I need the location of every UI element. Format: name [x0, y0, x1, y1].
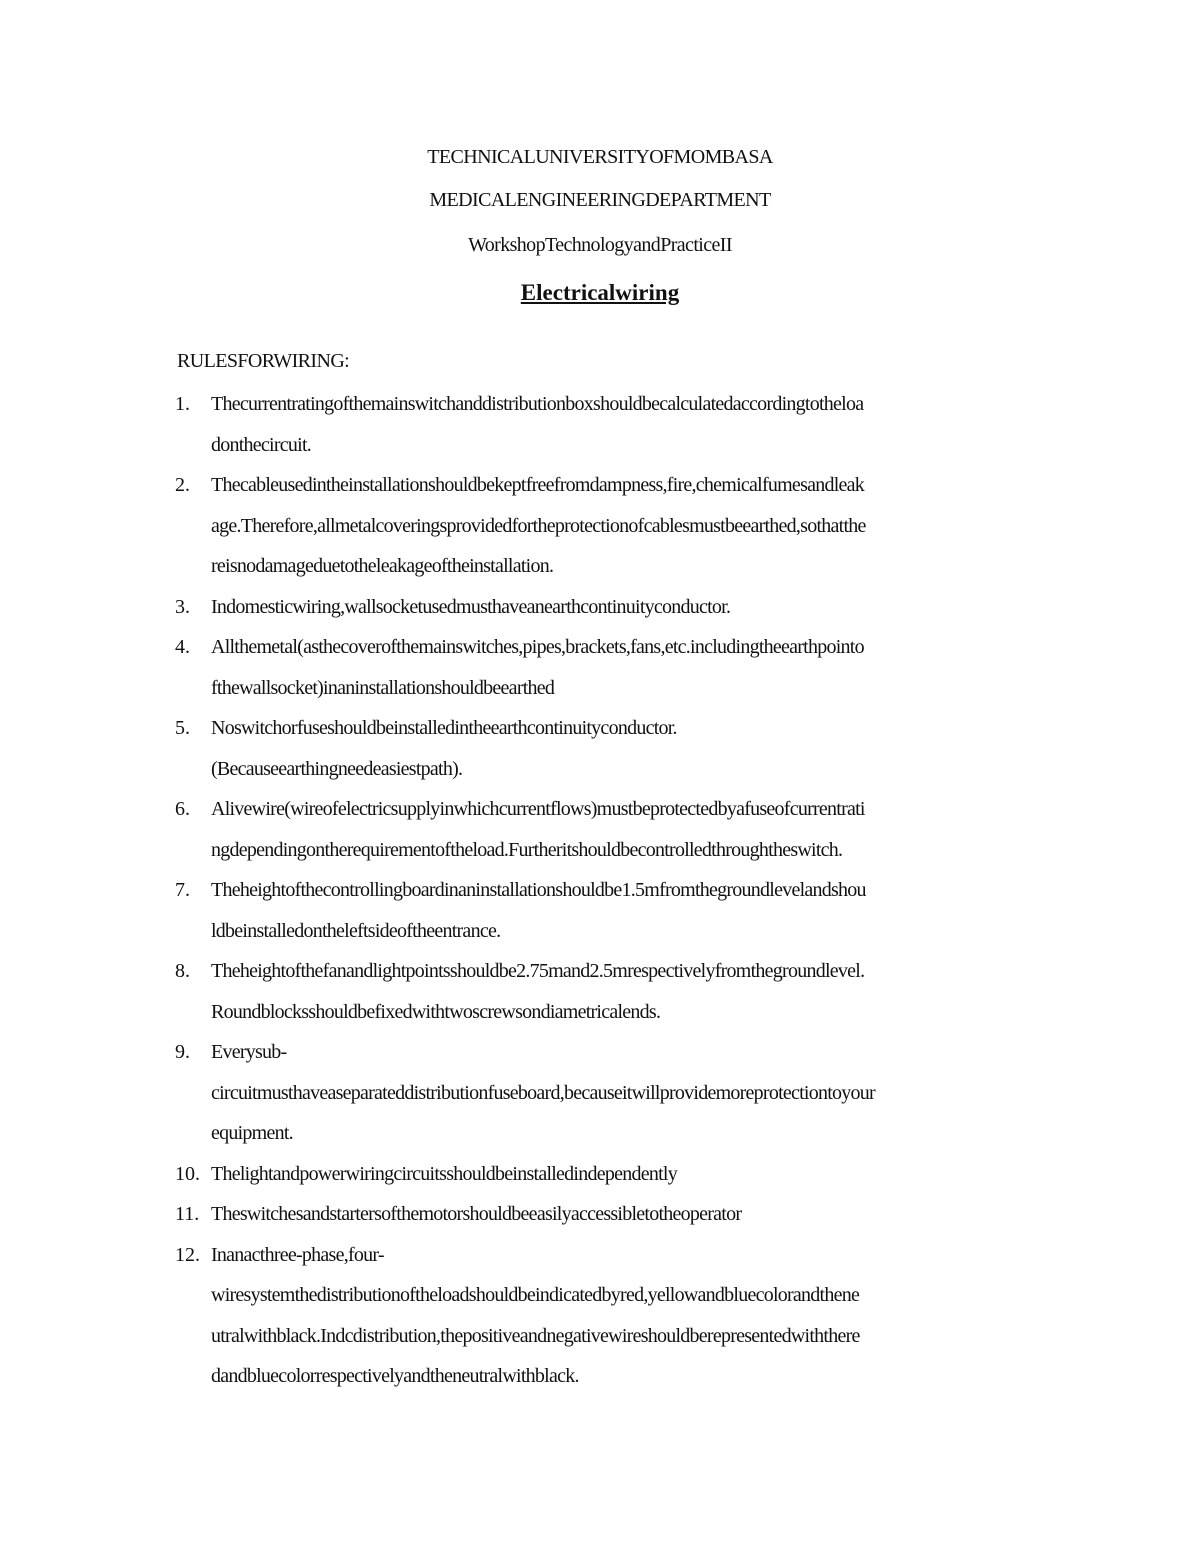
rule-item: [175, 789, 1075, 870]
rule-text-line: Thelightandpowerwiringcircuitsshouldbeinstalledindependently: [211, 1162, 677, 1185]
rule-text-line: Everysub-: [211, 1041, 287, 1063]
rule-number: 4.: [175, 636, 190, 658]
rule-text-line: Theheightofthefanandlightpointsshouldbe2.75mand2.5mrespectivelyfromthegroundlevel.: [211, 960, 865, 982]
rule-item: [175, 627, 1075, 708]
rule-item: [175, 1235, 1075, 1397]
rule-text-line: Roundblocksshouldbefixedwithtwoscrewsondiametricalends.: [211, 1000, 661, 1023]
rule-item: [175, 384, 1075, 465]
rule-text-line: ngdependingontherequirementoftheload.Furtheritshouldbecontrolledthroughtheswitch.: [211, 838, 843, 861]
section-heading: RULESFORWIRING:: [177, 350, 350, 372]
course-name: WorkshopTechnologyandPracticeII: [468, 234, 732, 256]
rule-item: [175, 1154, 1075, 1195]
rule-number: 11.: [175, 1203, 200, 1225]
rule-text-line: Inanacthree-phase,four-: [211, 1243, 384, 1266]
rule-text-line: Noswitchorfuseshouldbeinstalledintheearthcontinuityconductor.: [211, 717, 677, 739]
rule-text-line: donthecircuit.: [211, 433, 312, 456]
rule-number: 2.: [175, 474, 190, 496]
rule-item: [175, 1194, 1075, 1235]
rule-number: 1.: [175, 393, 190, 415]
rule-text-line: Indomesticwiring,wallsocketusedmusthaveanearthcontinuityconductor.: [211, 595, 731, 618]
rule-number: 3.: [175, 595, 190, 618]
rule-text-line: Alivewire(wireofelectricsupplyinwhichcurrentflows)mustbeprotectedbyafuseofcurrentrati: [211, 798, 865, 820]
document-title: Electricalwiring: [520, 280, 680, 305]
rule-text-line: age.Therefore,allmetalcoveringsprovidedfortheprotectionofcablesmustbeearthed,sothatthe: [211, 514, 866, 537]
rule-text-line: Allthemetal(asthecoverofthemainswitches,pipes,brackets,fans,etc.includingtheearthpointo: [211, 636, 864, 658]
rule-text-line: fthewallsocket)inaninstallationshouldbeearthed: [211, 676, 555, 699]
rule-text-line: reisnodamageduetotheleakageoftheinstallation.: [211, 555, 554, 577]
rule-text-line: Thecurrentratingofthemainswitchanddistributionboxshouldbecalculatedaccordingtotheloa: [211, 393, 864, 415]
rule-item: [175, 587, 1075, 628]
rule-text-line: equipment.: [211, 1122, 293, 1144]
rule-text-line: wiresystemthedistributionoftheloadshouldbeindicatedbyred,yellowandbluecolorandthene: [211, 1284, 860, 1306]
rule-text-line: ldbeinstalledontheleftsideoftheentrance.: [211, 919, 501, 942]
rule-item: [175, 1032, 1075, 1154]
rule-text-line: (Becauseearthingneedeasiestpath).: [211, 757, 463, 780]
department-name: MEDICALENGINEERINGDEPARTMENT: [429, 189, 771, 211]
rule-item: [175, 708, 1075, 789]
rule-number: 10.: [175, 1162, 200, 1185]
rule-number: 5.: [175, 717, 190, 739]
rule-text-line: dandbluecolorrespectivelyandtheneutralwithblack.: [211, 1365, 579, 1387]
rule-number: 9.: [175, 1041, 190, 1063]
rule-item: [175, 465, 1075, 587]
institution-name: TECHNICALUNIVERSITYOFMOMBASA: [427, 146, 773, 168]
rule-number: 8.: [175, 960, 190, 982]
rule-text-line: circuitmusthaveaseparateddistributionfuseboard,becauseitwillprovidemoreprotectiontoyour: [211, 1081, 875, 1104]
rule-item: [175, 951, 1075, 1032]
rule-number: 7.: [175, 879, 190, 901]
rule-text-line: Theheightofthecontrollingboardinaninstallationshouldbe1.5mfromthegroundlevelandshou: [211, 879, 866, 901]
rule-number: 12.: [175, 1243, 200, 1266]
rule-number: 6.: [175, 798, 190, 820]
rules-list: [175, 384, 1075, 1397]
rule-text-line: Thecableusedintheinstallationshouldbekeptfreefromdampness,fire,chemicalfumesandleak: [211, 474, 865, 496]
rule-item: [175, 870, 1075, 951]
rule-text-line: Theswitchesandstartersofthemotorshouldbeeasilyaccessibletotheoperator: [211, 1203, 742, 1225]
rule-text-line: utralwithblack.Indcdistribution,thepositiveandnegativewireshouldberepresentedwiththere: [211, 1324, 860, 1347]
